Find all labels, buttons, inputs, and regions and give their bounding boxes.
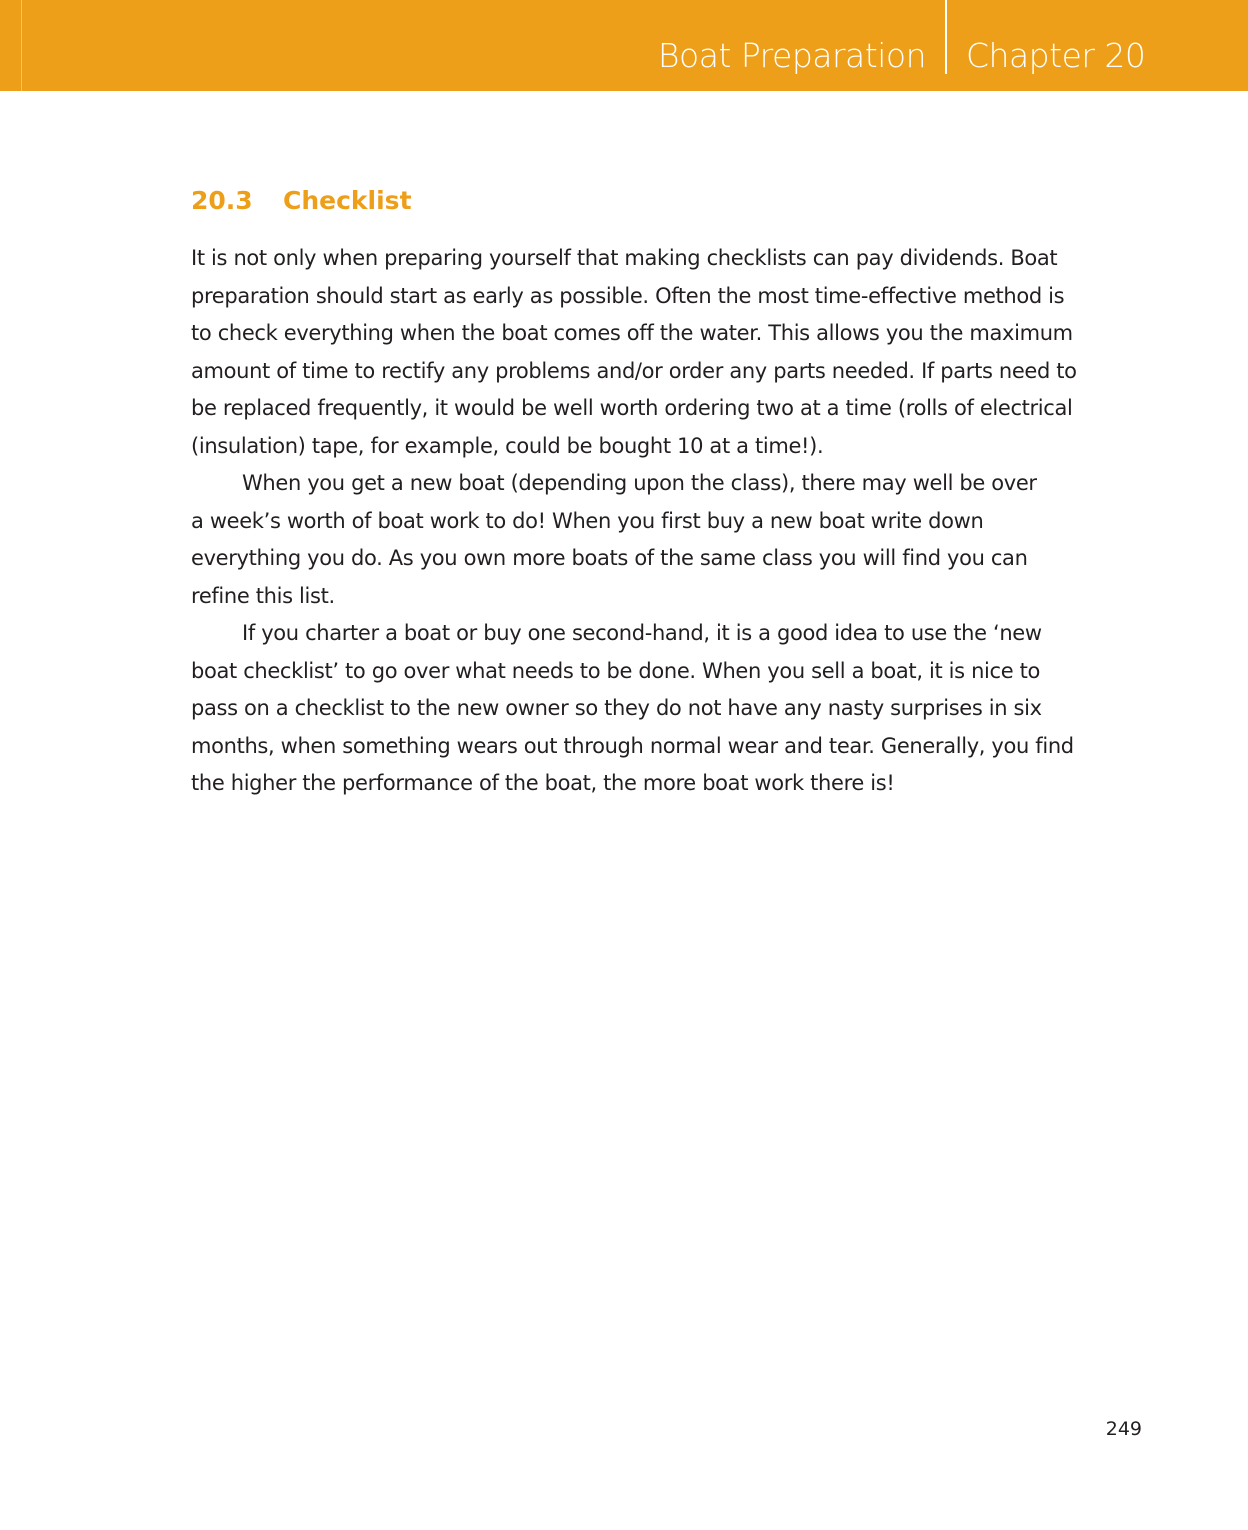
section-title: Checklist (283, 186, 412, 215)
paragraph-line: to check everything when the boat comes off the water. This allows you the maximum (191, 321, 1073, 345)
paragraph-line: When you get a new boat (depending upon the class), there may well be over (242, 471, 1037, 495)
paragraph-line: everything you do. As you own more boats of the same class you will find you can (191, 546, 1028, 570)
page-number: 249 (1105, 1418, 1142, 1440)
header-divider (945, 0, 947, 74)
paragraph-line: If you charter a boat or buy one second-hand, it is a good idea to use the ‘new (242, 621, 1042, 645)
paragraph-line: preparation should start as early as possible. Often the most time-effective method is (191, 283, 1065, 308)
paragraph-line: amount of time to rectify any problems and/or order any parts needed. If parts need to (191, 358, 1077, 383)
paragraph-line: refine this list. (191, 583, 335, 608)
section-heading (191, 186, 412, 215)
paragraph-line: a week’s worth of boat work to do! When you first buy a new boat write down (191, 508, 984, 533)
paragraph-line: boat checklist’ to go over what needs to be done. When you sell a boat, it is nice to (191, 658, 1040, 683)
running-header-title: Boat Preparation (657, 36, 926, 75)
paragraph-line: It is not only when preparing yourself that making checklists can pay dividends. Boat (191, 246, 1058, 270)
section-number: 20.3 (191, 186, 253, 215)
running-header-chapter: Chapter 20 (966, 36, 1146, 75)
paragraph-line: months, when something wears out through normal wear and tear. Generally, you find (191, 733, 1074, 758)
paragraph-line: the higher the performance of the boat, the more boat work there is! (191, 771, 895, 795)
paragraph-line: pass on a checklist to the new owner so they do not have any nasty surprises in six (191, 696, 1042, 720)
header-edge-line (21, 0, 22, 91)
paragraph-line: (insulation) tape, for example, could be bought 10 at a time!). (191, 433, 824, 458)
paragraph-line: be replaced frequently, it would be well worth ordering two at a time (rolls of electrical (191, 396, 1073, 420)
body-text (191, 240, 1151, 803)
